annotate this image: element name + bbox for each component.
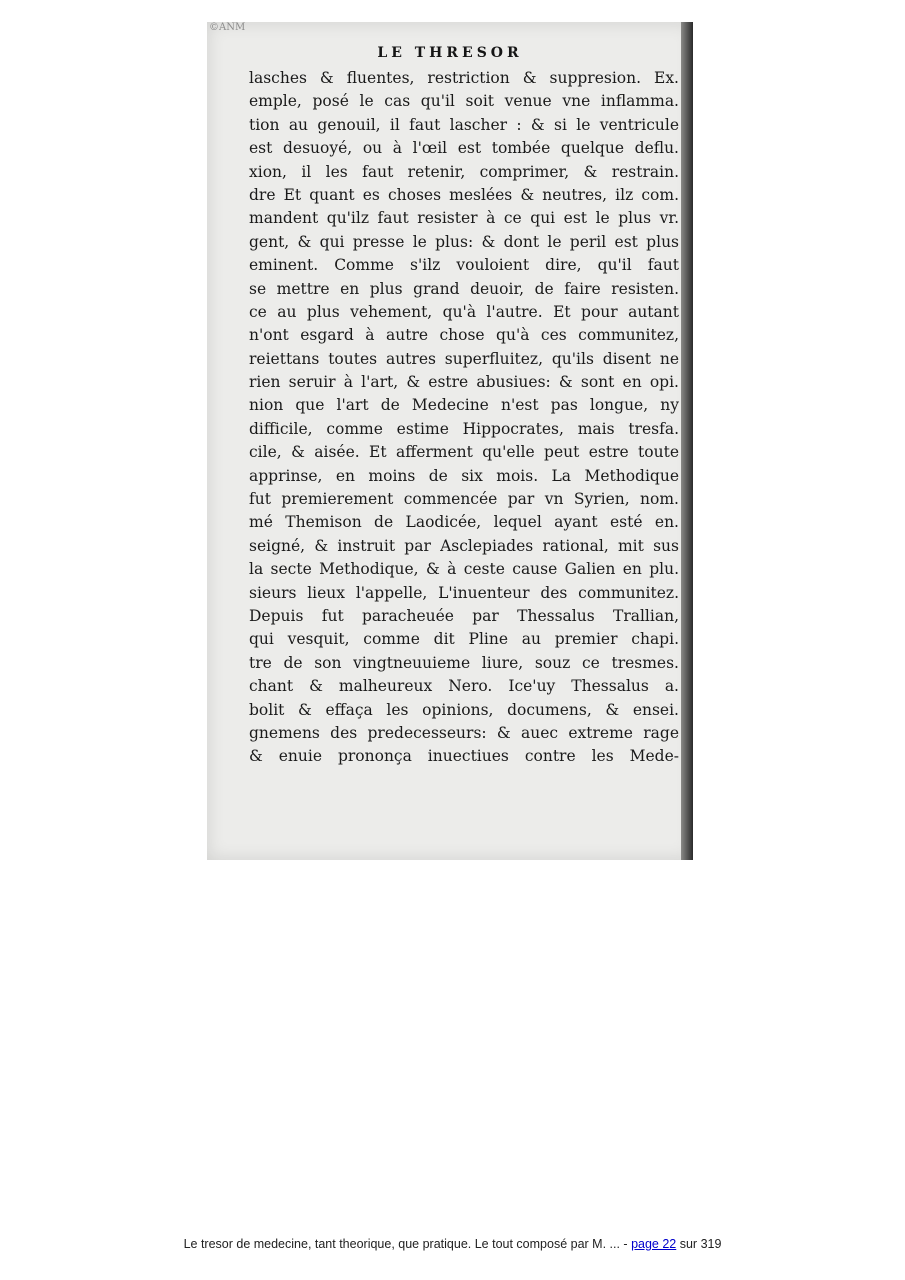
text-line: rien seruir à l'art, & estre abusiues: & sont en opi. — [249, 373, 679, 392]
scanned-page — [207, 22, 693, 860]
book-title: Le tresor de medecine, tant theorique, que pratique. Le tout composé par M. ... - — [183, 1237, 628, 1251]
text-line: xion, il les faut retenir, comprimer, & restrain. — [249, 162, 679, 181]
text-line: n'ont esgard à autre chose qu'à ces communitez, — [249, 326, 679, 345]
text-line: seigné, & instruit par Asclepiades rational, mit sus — [249, 536, 679, 555]
text-line: sieurs lieux l'appelle, L'inuenteur des communitez. — [249, 583, 679, 602]
text-line: Depuis fut paracheuée par Thessalus Trallian, — [249, 606, 679, 625]
running-head: LE THRESOR — [377, 45, 523, 61]
text-line: tion au genouil, il faut lascher : & si le ventricule — [249, 115, 679, 134]
page-body-text — [249, 67, 679, 769]
page-link[interactable]: page 22 — [631, 1237, 677, 1251]
text-line: difficile, comme estime Hippocrates, mais tresfa. — [249, 419, 679, 438]
text-line: chant & malheureux Nero. Ice'uy Thessalus a. — [249, 677, 679, 696]
text-line: ce au plus vehement, qu'à l'autre. Et pour autant — [249, 302, 679, 321]
text-line: mé Themison de Laodicée, lequel ayant esté en. — [249, 513, 679, 532]
text-line: tre de son vingtneuuieme liure, souz ce tresmes. — [249, 653, 679, 672]
watermark: ©ANM — [209, 22, 246, 33]
text-line: fut premierement commencée par vn Syrien, nom. — [249, 490, 679, 509]
text-line: dre Et quant es choses meslées & neutres, ilz com. — [249, 185, 679, 204]
text-line: la secte Methodique, & à ceste cause Galien en plu. — [249, 560, 679, 579]
text-line: nion que l'art de Medecine n'est pas longue, ny — [249, 396, 679, 415]
page-total: sur 319 — [679, 1237, 722, 1251]
text-line: mandent qu'ilz faut resister à ce qui est le plus vr. — [249, 209, 679, 228]
text-line: bolit & effaça les opinions, documens, & ensei. — [249, 700, 679, 719]
text-line: lasches & fluentes, restriction & suppresion. Ex. — [249, 69, 679, 87]
text-line: se mettre en plus grand deuoir, de faire resisten. — [249, 279, 679, 298]
text-line: eminent. Comme s'ilz vouloient dire, qu'il faut — [249, 256, 679, 275]
text-line: cile, & aisée. Et afferment qu'elle peut estre toute — [249, 443, 679, 462]
footer-caption — [0, 1237, 905, 1251]
text-line: reiettans toutes autres superfluitez, qu'ils disent ne — [249, 349, 679, 368]
text-line: est desuoyé, ou à l'œil est tombée quelque deflu. — [249, 139, 679, 158]
text-line: gnemens des predecesseurs: & auec extreme rage — [249, 723, 679, 742]
text-line: emple, posé le cas qu'il soit venue vne inflamma. — [249, 92, 679, 111]
text-line: apprinse, en moins de six mois. La Methodique — [249, 466, 679, 485]
text-line: & enuie prononça inuectiues contre les Mede- — [249, 747, 679, 766]
text-line: gent, & qui presse le plus: & dont le peril est plus — [249, 232, 679, 251]
text-line: qui vesquit, comme dit Pline au premier chapi. — [249, 630, 679, 649]
